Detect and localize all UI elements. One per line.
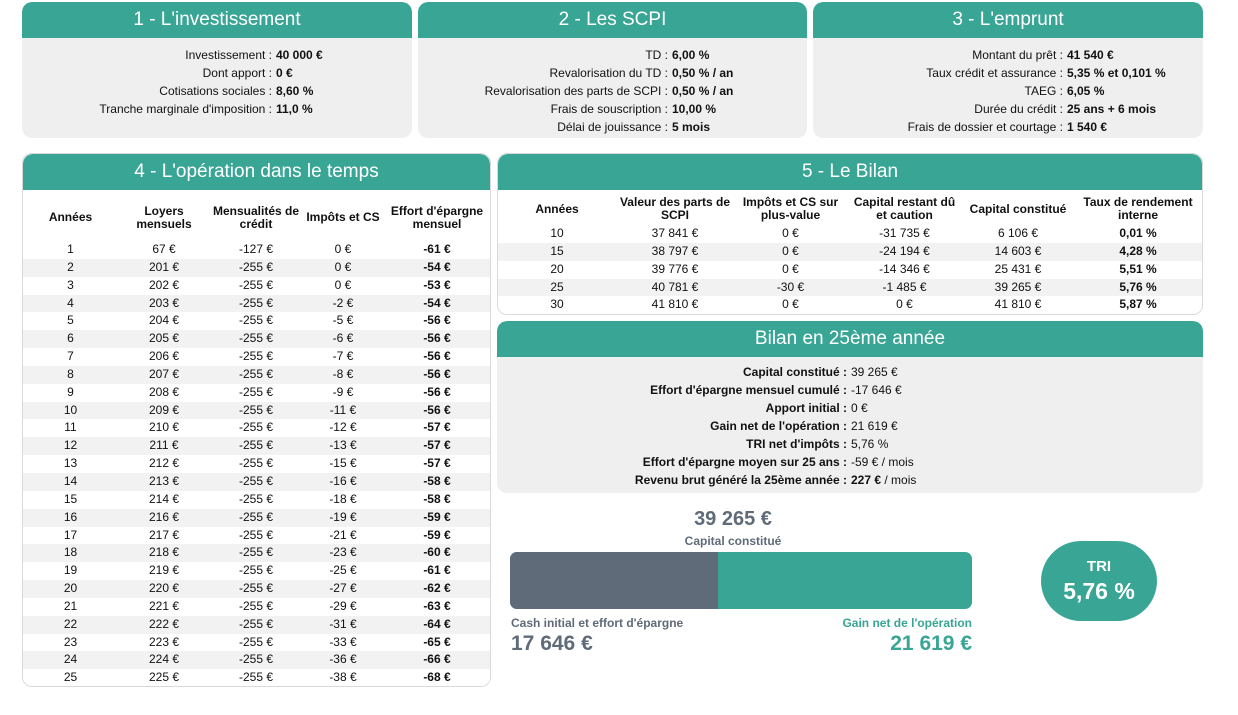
- table-cell: -255 €: [210, 295, 302, 313]
- kv-value: 25 ans + 6 mois: [1067, 102, 1157, 116]
- col-impots: Impôts et CS: [306, 210, 380, 224]
- table-cell: -24 194 €: [847, 243, 962, 261]
- col-loyers: Loyers mensuels: [136, 203, 192, 231]
- kv-label: Revalorisation du TD :: [549, 66, 668, 80]
- table-cell: 23: [23, 634, 118, 652]
- table-cell: -255 €: [210, 259, 302, 277]
- operation-table-body: [23, 241, 490, 687]
- table-cell: -255 €: [210, 455, 302, 473]
- table-cell: -53 €: [384, 277, 490, 295]
- table-cell: 6: [23, 330, 118, 348]
- table-cell: -255 €: [210, 651, 302, 669]
- table-row: [23, 616, 490, 634]
- table-cell: 25: [23, 669, 118, 687]
- investissement-list: [22, 38, 412, 118]
- table-cell: -255 €: [210, 366, 302, 384]
- table-cell: 212 €: [118, 455, 210, 473]
- table-cell: 11: [23, 419, 118, 437]
- table-row: [23, 277, 490, 295]
- table-row: [498, 279, 1202, 297]
- table-cell: -255 €: [210, 384, 302, 402]
- table-cell: -59 €: [384, 509, 490, 527]
- table-cell: 220 €: [118, 580, 210, 598]
- table-cell: 219 €: [118, 562, 210, 580]
- kv-label: TAEG :: [1024, 84, 1063, 98]
- kv-value-rest: / mois: [881, 473, 917, 487]
- kv-row: [813, 100, 1203, 118]
- kv-row: [418, 100, 807, 118]
- kv-value: 0 €: [276, 66, 293, 80]
- table-cell: -56 €: [384, 384, 490, 402]
- kv-value: [847, 471, 916, 489]
- table-row: [23, 312, 490, 330]
- kv-row: [22, 82, 412, 100]
- kv-row: [497, 417, 1203, 435]
- table-cell: 14: [23, 473, 118, 491]
- table-row: [23, 473, 490, 491]
- kv-label: Frais de souscription :: [550, 102, 668, 116]
- table-cell: 0 €: [302, 259, 384, 277]
- kv-label: TRI net d'impôts :: [746, 437, 847, 451]
- col-annees: Années: [48, 210, 93, 224]
- table-cell: 25 431 €: [962, 261, 1074, 279]
- table-cell: 13: [23, 455, 118, 473]
- table-cell: 208 €: [118, 384, 210, 402]
- table-cell: 39 265 €: [962, 279, 1074, 297]
- table-row: [498, 261, 1202, 279]
- kv-value: 0 €: [851, 401, 868, 415]
- kv-value: 40 000 €: [276, 48, 323, 62]
- kv-row: [813, 82, 1203, 100]
- table-cell: 37 841 €: [616, 225, 734, 243]
- kv-row: [813, 64, 1203, 82]
- table-row: [23, 402, 490, 420]
- table-cell: -255 €: [210, 544, 302, 562]
- split-bar: [510, 552, 972, 609]
- table-cell: 225 €: [118, 669, 210, 687]
- bilan25-panel: [497, 321, 1203, 493]
- table-cell: -56 €: [384, 330, 490, 348]
- table-cell: 0 €: [302, 241, 384, 259]
- table-cell: -57 €: [384, 419, 490, 437]
- capital-label: Capital constitué: [684, 534, 782, 548]
- table-cell: -255 €: [210, 312, 302, 330]
- kv-value: 6,05 %: [1067, 84, 1105, 98]
- kv-value: -17 646 €: [851, 383, 902, 397]
- operation-title: 4 - L'opération dans le temps: [23, 154, 490, 190]
- kv-row: [497, 435, 1203, 453]
- kv-row: [813, 46, 1203, 64]
- kv-label: Investissement :: [185, 48, 272, 62]
- table-cell: -255 €: [210, 616, 302, 634]
- table-row: [23, 527, 490, 545]
- table-cell: 0 €: [734, 296, 847, 314]
- table-row: [23, 491, 490, 509]
- table-cell: -56 €: [384, 312, 490, 330]
- table-cell: -255 €: [210, 348, 302, 366]
- table-cell: -61 €: [384, 562, 490, 580]
- kv-row: [813, 118, 1203, 136]
- col-annees: Années: [535, 201, 579, 216]
- table-cell: -7 €: [302, 348, 384, 366]
- kv-row: [497, 471, 1203, 489]
- kv-row: [22, 100, 412, 118]
- kv-value: 6,00 %: [672, 48, 710, 62]
- scpi-title: 2 - Les SCPI: [418, 2, 807, 38]
- table-cell: -255 €: [210, 527, 302, 545]
- kv-label: Revalorisation des parts de SCPI :: [484, 84, 668, 98]
- kv-label: Effort d'épargne moyen sur 25 ans :: [642, 455, 847, 469]
- table-cell: 25: [498, 279, 616, 297]
- kv-value: 1 540 €: [1067, 120, 1108, 134]
- table-cell: -66 €: [384, 651, 490, 669]
- scpi-list: [418, 38, 807, 136]
- bilan-table-body: [498, 225, 1202, 314]
- table-cell: -57 €: [384, 437, 490, 455]
- table-cell: -64 €: [384, 616, 490, 634]
- table-cell: 210 €: [118, 419, 210, 437]
- table-row: [23, 259, 490, 277]
- table-cell: 2: [23, 259, 118, 277]
- table-row: [23, 366, 490, 384]
- operation-panel: [22, 153, 491, 687]
- kv-row: [418, 64, 807, 82]
- table-cell: -61 €: [384, 241, 490, 259]
- table-row: [23, 598, 490, 616]
- bilan-panel: [497, 153, 1203, 315]
- table-cell: 224 €: [118, 651, 210, 669]
- table-cell: 30: [498, 296, 616, 314]
- table-row: [23, 562, 490, 580]
- kv-row: [497, 399, 1203, 417]
- table-cell: 211 €: [118, 437, 210, 455]
- table-row: [23, 509, 490, 527]
- table-cell: -36 €: [302, 651, 384, 669]
- table-cell: 4,28 %: [1074, 243, 1202, 261]
- table-cell: 207 €: [118, 366, 210, 384]
- table-cell: -27 €: [302, 580, 384, 598]
- kv-label: Apport initial :: [765, 401, 847, 415]
- table-cell: -16 €: [302, 473, 384, 491]
- table-cell: -8 €: [302, 366, 384, 384]
- kv-value: 0,50 % / an: [672, 66, 734, 80]
- kv-value-bold: 227 €: [851, 473, 882, 487]
- kv-label: Gain net de l'opération :: [710, 419, 847, 433]
- table-cell: -54 €: [384, 295, 490, 313]
- tri-label: TRI: [1086, 558, 1112, 575]
- table-cell: 206 €: [118, 348, 210, 366]
- table-cell: -255 €: [210, 419, 302, 437]
- bilan-table: [498, 193, 1202, 314]
- kv-label: Capital constitué :: [742, 365, 847, 379]
- table-cell: 20: [498, 261, 616, 279]
- table-cell: 7: [23, 348, 118, 366]
- table-cell: 19: [23, 562, 118, 580]
- table-cell: 221 €: [118, 598, 210, 616]
- kv-label: Cotisations sociales :: [159, 84, 272, 98]
- table-cell: -255 €: [210, 669, 302, 687]
- table-row: [23, 295, 490, 313]
- table-cell: -25 €: [302, 562, 384, 580]
- table-cell: 20: [23, 580, 118, 598]
- table-cell: 0 €: [734, 261, 847, 279]
- table-cell: -58 €: [384, 473, 490, 491]
- table-cell: -6 €: [302, 330, 384, 348]
- col-tri: Taux de rendement interne: [1083, 195, 1193, 222]
- kv-value: -59 € / mois: [851, 455, 914, 469]
- table-cell: 8: [23, 366, 118, 384]
- table-cell: -255 €: [210, 437, 302, 455]
- scpi-panel: [418, 2, 807, 138]
- kv-value: 5 mois: [672, 120, 711, 134]
- kv-label: Durée du crédit :: [974, 102, 1063, 116]
- table-cell: 0 €: [734, 243, 847, 261]
- table-cell: -65 €: [384, 634, 490, 652]
- table-cell: 214 €: [118, 491, 210, 509]
- split-bar-cash: [510, 552, 718, 609]
- table-cell: -56 €: [384, 366, 490, 384]
- bilan-title: 5 - Le Bilan: [498, 154, 1202, 190]
- table-cell: 0 €: [847, 296, 962, 314]
- emprunt-title: 3 - L'emprunt: [813, 2, 1203, 38]
- table-cell: -9 €: [302, 384, 384, 402]
- table-cell: 22: [23, 616, 118, 634]
- table-cell: -68 €: [384, 669, 490, 687]
- kv-row: [22, 46, 412, 64]
- table-cell: 38 797 €: [616, 243, 734, 261]
- table-row: [23, 669, 490, 687]
- kv-value: 0,50 % / an: [672, 84, 734, 98]
- kv-row: [497, 381, 1203, 399]
- operation-table: [23, 194, 490, 687]
- table-cell: -13 €: [302, 437, 384, 455]
- kv-label: Délai de jouissance :: [557, 120, 668, 134]
- table-cell: -57 €: [384, 455, 490, 473]
- table-cell: 217 €: [118, 527, 210, 545]
- table-cell: 5,76 %: [1074, 279, 1202, 297]
- table-cell: -255 €: [210, 634, 302, 652]
- table-cell: 5,51 %: [1074, 261, 1202, 279]
- table-cell: -33 €: [302, 634, 384, 652]
- table-row: [23, 437, 490, 455]
- table-cell: 12: [23, 437, 118, 455]
- table-row: [498, 225, 1202, 243]
- col-capital-constitue: Capital constitué: [969, 201, 1067, 216]
- table-cell: 15: [498, 243, 616, 261]
- table-row: [23, 651, 490, 669]
- table-cell: 204 €: [118, 312, 210, 330]
- table-cell: 39 776 €: [616, 261, 734, 279]
- table-cell: 6 106 €: [962, 225, 1074, 243]
- table-cell: -255 €: [210, 330, 302, 348]
- table-cell: 0 €: [302, 277, 384, 295]
- col-valeur-parts: Valeur des parts de SCPI: [619, 195, 731, 222]
- investissement-panel: [22, 2, 412, 138]
- table-row: [23, 384, 490, 402]
- table-cell: 0 €: [734, 225, 847, 243]
- kv-label: Montant du prêt :: [972, 48, 1063, 62]
- operation-header-row: [23, 194, 490, 241]
- gain-value: 21 619 €: [890, 632, 972, 655]
- table-cell: 9: [23, 384, 118, 402]
- table-cell: 16: [23, 509, 118, 527]
- kv-row: [418, 46, 807, 64]
- table-cell: -14 346 €: [847, 261, 962, 279]
- kv-label: Frais de dossier et courtage :: [907, 120, 1063, 134]
- kv-value: 8,60 %: [276, 84, 314, 98]
- table-cell: 209 €: [118, 402, 210, 420]
- table-cell: -255 €: [210, 598, 302, 616]
- kv-label: Effort d'épargne mensuel cumulé :: [650, 383, 847, 397]
- kv-row: [418, 82, 807, 100]
- col-mensualites: Mensualités de crédit: [212, 203, 300, 231]
- table-cell: 5,87 %: [1074, 296, 1202, 314]
- col-impots-pv: Impôts et CS sur plus-value: [742, 195, 839, 222]
- kv-value: 41 540 €: [1067, 48, 1114, 62]
- col-capital-restant: Capital restant dû et caution: [853, 195, 956, 222]
- table-cell: 10: [23, 402, 118, 420]
- kv-value: 10,00 %: [672, 102, 717, 116]
- table-cell: 41 810 €: [962, 296, 1074, 314]
- table-cell: -18 €: [302, 491, 384, 509]
- table-cell: -19 €: [302, 509, 384, 527]
- table-row: [498, 296, 1202, 314]
- emprunt-panel: [813, 2, 1203, 138]
- table-cell: -56 €: [384, 348, 490, 366]
- col-effort: Effort d'épargne mensuel: [390, 203, 484, 231]
- kv-label: Taux crédit et assurance :: [926, 66, 1063, 80]
- table-cell: 4: [23, 295, 118, 313]
- table-cell: 3: [23, 277, 118, 295]
- kv-value: 5,76 %: [851, 437, 889, 451]
- bilan-header-row: [498, 193, 1202, 225]
- table-cell: 10: [498, 225, 616, 243]
- kv-row: [22, 64, 412, 82]
- table-cell: -255 €: [210, 473, 302, 491]
- table-cell: -29 €: [302, 598, 384, 616]
- capital-value: 39 265 €: [694, 508, 772, 530]
- table-cell: -62 €: [384, 580, 490, 598]
- table-cell: 213 €: [118, 473, 210, 491]
- table-cell: 14 603 €: [962, 243, 1074, 261]
- table-cell: 203 €: [118, 295, 210, 313]
- bilan25-list: [497, 357, 1203, 489]
- tri-value: 5,76 %: [1063, 578, 1135, 604]
- table-cell: -59 €: [384, 527, 490, 545]
- table-cell: 218 €: [118, 544, 210, 562]
- table-cell: -255 €: [210, 277, 302, 295]
- table-cell: -12 €: [302, 419, 384, 437]
- table-row: [23, 580, 490, 598]
- kv-label: Tranche marginale d'imposition :: [99, 102, 272, 116]
- investissement-title: 1 - L'investissement: [22, 2, 412, 38]
- table-cell: -21 €: [302, 527, 384, 545]
- table-cell: -255 €: [210, 509, 302, 527]
- table-cell: -11 €: [302, 402, 384, 420]
- kv-label: Dont apport :: [202, 66, 272, 80]
- table-cell: 24: [23, 651, 118, 669]
- kv-value: 21 619 €: [851, 419, 898, 433]
- table-cell: 17: [23, 527, 118, 545]
- table-cell: -30 €: [734, 279, 847, 297]
- table-cell: 5: [23, 312, 118, 330]
- kv-label: Revenu brut généré la 25ème année :: [634, 473, 847, 487]
- kv-value: 5,35 % et 0,101 %: [1067, 66, 1166, 80]
- bilan25-title: Bilan en 25ème année: [497, 321, 1203, 357]
- table-cell: -255 €: [210, 580, 302, 598]
- table-cell: 1: [23, 241, 118, 259]
- table-cell: 21: [23, 598, 118, 616]
- table-row: [23, 544, 490, 562]
- table-cell: -255 €: [210, 402, 302, 420]
- kv-value: 39 265 €: [851, 365, 898, 379]
- table-cell: -1 485 €: [847, 279, 962, 297]
- table-cell: -15 €: [302, 455, 384, 473]
- table-cell: 67 €: [118, 241, 210, 259]
- table-row: [23, 634, 490, 652]
- table-cell: 41 810 €: [616, 296, 734, 314]
- kv-row: [418, 118, 807, 136]
- table-cell: 40 781 €: [616, 279, 734, 297]
- table-row: [23, 455, 490, 473]
- table-cell: -54 €: [384, 259, 490, 277]
- cash-label: Cash initial et effort d'épargne: [511, 616, 684, 630]
- table-cell: 18: [23, 544, 118, 562]
- table-cell: -60 €: [384, 544, 490, 562]
- table-row: [23, 348, 490, 366]
- table-cell: 216 €: [118, 509, 210, 527]
- kv-row: [497, 363, 1203, 381]
- table-cell: -2 €: [302, 295, 384, 313]
- table-cell: 222 €: [118, 616, 210, 634]
- table-cell: 205 €: [118, 330, 210, 348]
- table-cell: 201 €: [118, 259, 210, 277]
- emprunt-list: [813, 38, 1203, 136]
- tri-badge: [1041, 541, 1157, 621]
- table-cell: 202 €: [118, 277, 210, 295]
- table-cell: -255 €: [210, 562, 302, 580]
- table-cell: -5 €: [302, 312, 384, 330]
- kv-row: [497, 453, 1203, 471]
- table-row: [23, 419, 490, 437]
- table-cell: 0,01 %: [1074, 225, 1202, 243]
- kv-value: 11,0 %: [276, 102, 313, 116]
- table-cell: 15: [23, 491, 118, 509]
- table-row: [498, 243, 1202, 261]
- table-cell: -127 €: [210, 241, 302, 259]
- cash-value: 17 646 €: [511, 632, 593, 655]
- table-row: [23, 330, 490, 348]
- kv-label: TD :: [645, 48, 668, 62]
- table-cell: -56 €: [384, 402, 490, 420]
- table-row: [23, 241, 490, 259]
- table-cell: 223 €: [118, 634, 210, 652]
- gain-label: Gain net de l'opération: [842, 616, 972, 630]
- table-cell: -23 €: [302, 544, 384, 562]
- table-cell: -255 €: [210, 491, 302, 509]
- table-cell: -58 €: [384, 491, 490, 509]
- table-cell: -38 €: [302, 669, 384, 687]
- table-cell: -31 735 €: [847, 225, 962, 243]
- table-cell: -63 €: [384, 598, 490, 616]
- table-cell: -31 €: [302, 616, 384, 634]
